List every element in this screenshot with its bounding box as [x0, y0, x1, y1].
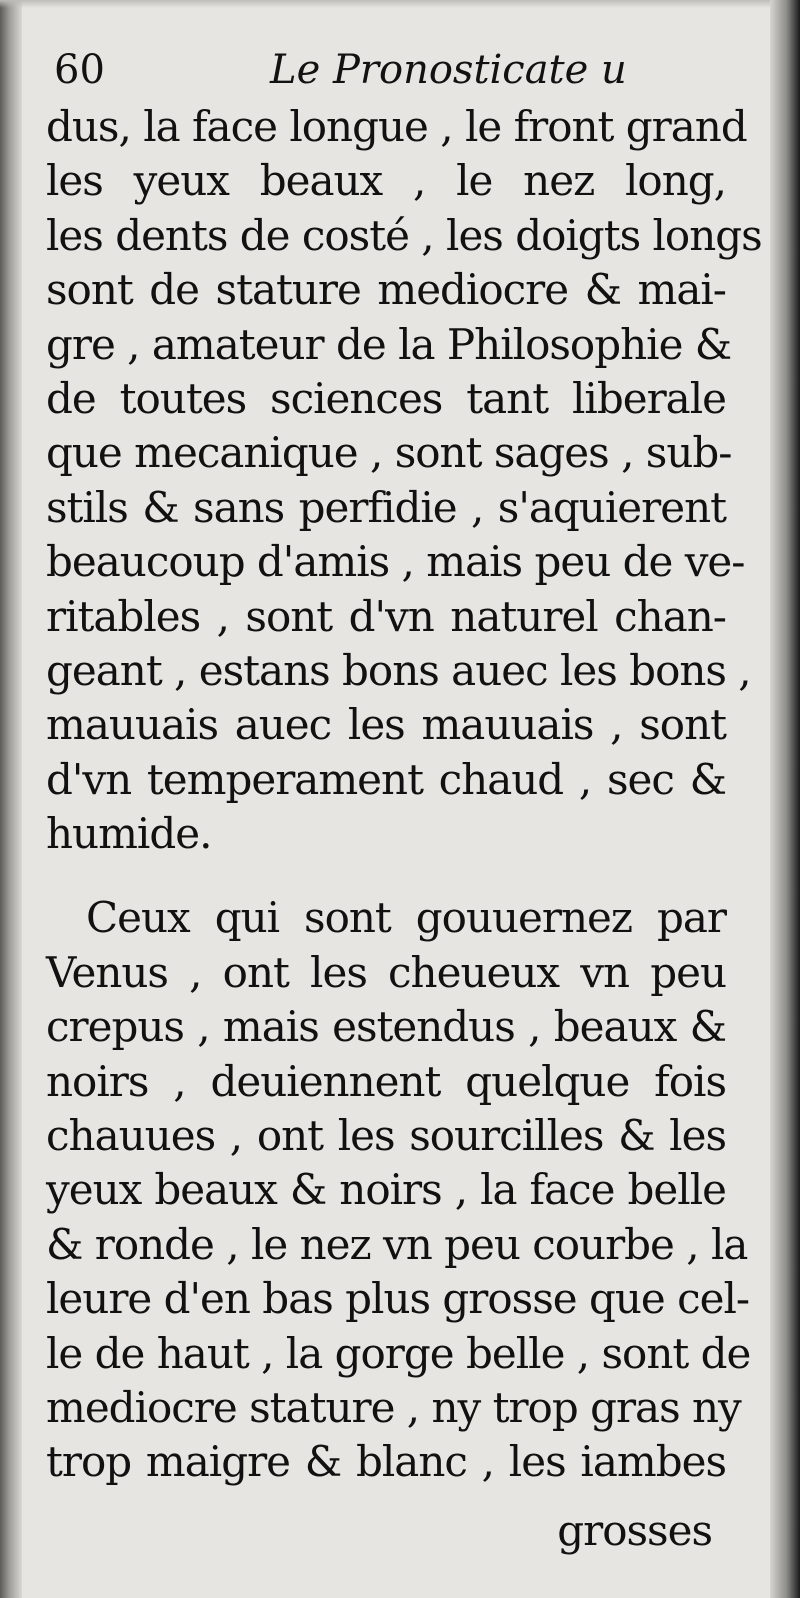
text-line: Venus , ont les cheueux vn peu [46, 947, 726, 997]
binding-gutter [0, 0, 22, 1598]
text-line: noirs , deuiennent quelque fois [46, 1056, 726, 1106]
catchword: grosses [557, 1506, 712, 1555]
text-line: le de haut , la gorge belle , sont de [46, 1328, 751, 1378]
text-line: beaucoup d'amis , mais peu de ve- [46, 537, 745, 587]
text-line: les dents de costé , les doigts longs [46, 210, 762, 260]
text-line: chauues , ont les sourcilles & les [46, 1111, 726, 1161]
text-line: yeux beaux & noirs , la face belle [46, 1165, 726, 1215]
running-head [48, 40, 627, 100]
body-text [46, 100, 762, 1490]
text-line: crepus , mais estendus , beaux & [46, 1002, 726, 1052]
text-line: ritables , sont d'vn naturel chan- [46, 591, 726, 641]
text-line: sont de stature mediocre & mai- [46, 265, 726, 315]
text-line: mediocre stature , ny trop gras ny [46, 1382, 741, 1432]
text-line: geant , estans bons auec les bons , [46, 645, 751, 695]
page-number: 60 [54, 47, 105, 93]
text-line: stils & sans perfidie , s'aquierent [46, 482, 726, 532]
text-line: leure d'en bas plus grosse que cel- [46, 1274, 750, 1324]
text-line: mauuais auec les mauuais , sont [46, 700, 726, 750]
text-line: que mecanique , sont sages , sub- [46, 428, 732, 478]
text-line: d'vn temperament chaud , sec & [46, 754, 726, 804]
paragraph-start-line: Ceux qui sont gouuernez par [86, 893, 726, 943]
running-title: Le Pronosticate u [270, 47, 627, 93]
text-line: trop maigre & blanc , les iambes [46, 1437, 726, 1487]
text-line: les yeux beaux , le nez long, [46, 156, 726, 206]
text-line: dus, la face longue , le front grand [46, 102, 747, 151]
paragraph-end-line: humide. [46, 809, 212, 859]
text-line: de toutes sciences tant liberale [46, 373, 726, 423]
text-line: gre , amateur de la Philosophie & [46, 319, 732, 369]
page-top-edge [0, 0, 800, 8]
page-right-edge [770, 0, 800, 1598]
text-line: & ronde , le nez vn peu courbe , la [46, 1219, 748, 1269]
